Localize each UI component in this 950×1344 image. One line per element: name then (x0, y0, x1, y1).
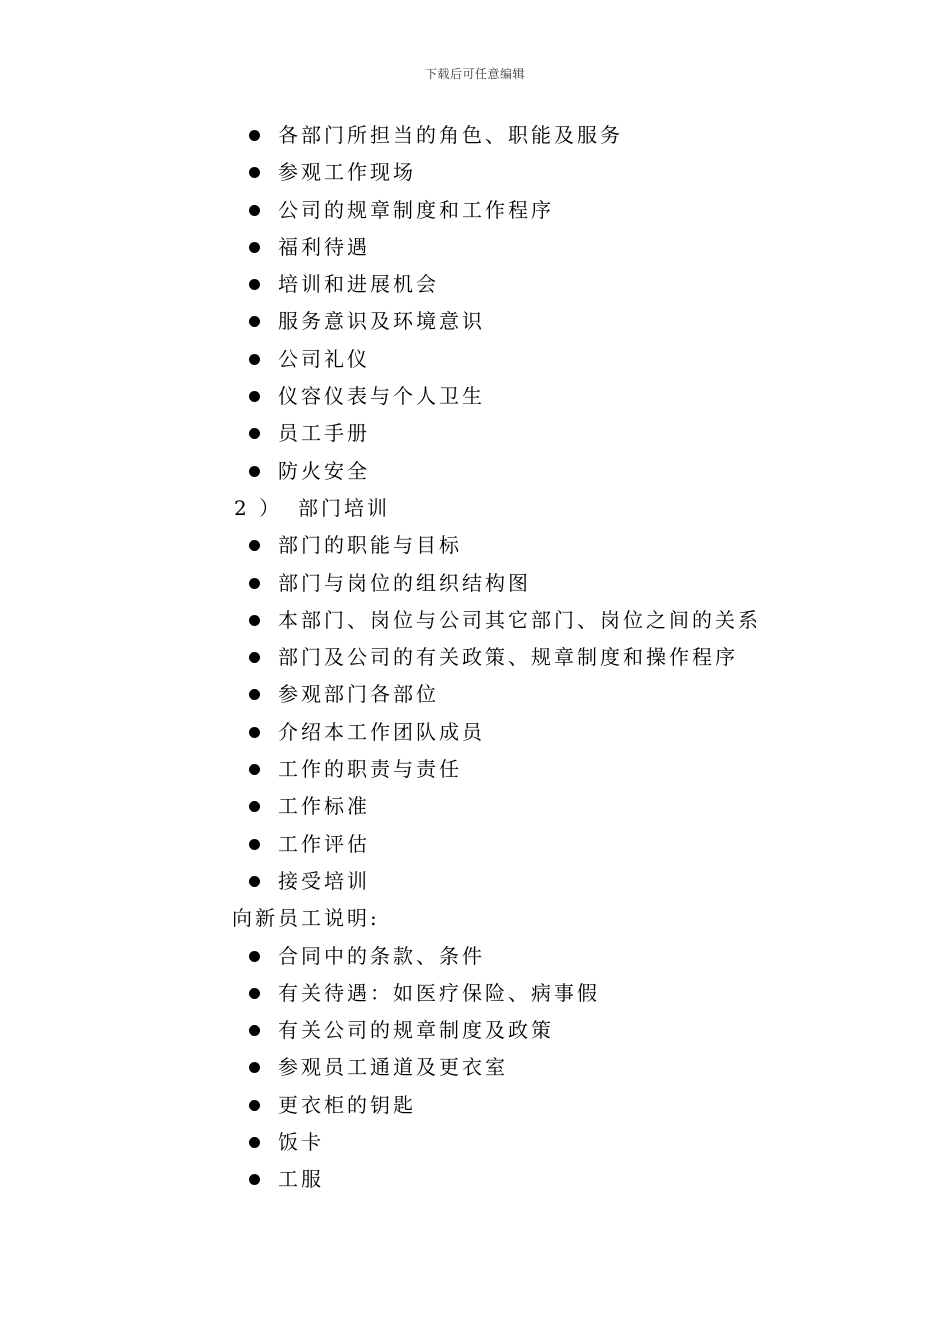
list-item (232, 863, 872, 900)
list-item-text: 员工手册 (278, 421, 370, 446)
bullet-icon (249, 988, 260, 999)
bullet-icon (249, 764, 260, 775)
bullet-icon (249, 615, 260, 626)
list-item (232, 676, 872, 713)
bullet-icon (249, 354, 260, 365)
new-employee-notes-list (232, 938, 872, 1199)
list-item-text: 介绍本工作团队成员 (278, 719, 485, 744)
bullet-icon (249, 316, 260, 327)
section-number: 2 ） (234, 495, 283, 520)
list-item-text: 工服 (278, 1167, 324, 1192)
list-item-text: 仪容仪表与个人卫生 (278, 384, 485, 409)
list-item (232, 639, 872, 676)
bullet-icon (249, 1025, 260, 1036)
list-item (232, 1161, 872, 1198)
list-item-text: 工作评估 (278, 831, 370, 856)
list-item-text: 公司礼仪 (278, 346, 370, 371)
bullet-icon (249, 466, 260, 477)
list-item-text: 公司的规章制度和工作程序 (278, 197, 554, 222)
list-item (232, 788, 872, 825)
bullet-icon (249, 1100, 260, 1111)
bullet-icon (249, 951, 260, 962)
intro-line: 向新员工说明: (232, 906, 380, 931)
list-item (232, 341, 872, 378)
list-item (232, 527, 872, 564)
list-item (232, 1049, 872, 1086)
list-item (232, 415, 872, 452)
list-item-text: 部门与岗位的组织结构图 (278, 570, 531, 595)
bullet-icon (249, 428, 260, 439)
list-item-text: 工作标准 (278, 794, 370, 819)
list-item-text: 饭卡 (278, 1130, 324, 1155)
list-item (232, 117, 872, 154)
list-item (232, 229, 872, 266)
list-item (232, 303, 872, 340)
bullet-icon (249, 727, 260, 738)
bullet-icon (249, 279, 260, 290)
list-item-text: 福利待遇 (278, 234, 370, 259)
list-item (232, 266, 872, 303)
list-item (232, 751, 872, 788)
list-item (232, 826, 872, 863)
page-header: 下载后可任意编辑 (424, 67, 525, 81)
bullet-icon (249, 652, 260, 663)
section-heading (232, 490, 872, 527)
list-item (232, 154, 872, 191)
bullet-icon (249, 167, 260, 178)
list-item (232, 565, 872, 602)
department-training-list (232, 527, 872, 900)
list-item (232, 975, 872, 1012)
list-item-text: 参观员工通道及更衣室 (278, 1055, 508, 1080)
list-item-text: 培训和进展机会 (278, 272, 439, 297)
bullet-icon (249, 205, 260, 216)
bullet-icon (249, 876, 260, 887)
bullet-icon (249, 578, 260, 589)
list-item (232, 453, 872, 490)
list-item (232, 378, 872, 415)
list-item-text: 有关公司的规章制度及政策 (278, 1018, 554, 1043)
document-body (232, 117, 872, 1199)
list-item (232, 602, 872, 639)
bullet-icon (249, 689, 260, 700)
section-title: 部门培训 (298, 495, 390, 520)
list-item (232, 1012, 872, 1049)
bullet-icon (249, 1062, 260, 1073)
list-item (232, 938, 872, 975)
bullet-icon (249, 801, 260, 812)
list-item (232, 1124, 872, 1161)
bullet-icon (249, 1137, 260, 1148)
list-item (232, 714, 872, 751)
bullet-icon (249, 540, 260, 551)
bullet-icon (249, 242, 260, 253)
list-item-text: 各部门所担当的角色、职能及服务 (278, 123, 623, 147)
bullet-icon (249, 839, 260, 850)
list-item-text: 服务意识及环境意识 (278, 309, 485, 334)
list-item-text: 参观部门各部位 (278, 682, 439, 707)
list-item-text: 参观工作现场 (278, 160, 416, 185)
list-item-text: 接受培训 (278, 868, 370, 893)
list-item-text: 本部门、岗位与公司其它部门、岗位之间的关系 (278, 607, 761, 632)
list-item-text: 有关待遇：如医疗保险、病事假 (278, 980, 600, 1005)
bullet-icon (249, 130, 260, 141)
bullet-icon (249, 1174, 260, 1185)
list-item-text: 防火安全 (278, 458, 370, 483)
list-item (232, 1087, 872, 1124)
list-item-text: 部门及公司的有关政策、规章制度和操作程序 (278, 645, 738, 670)
list-item-text: 合同中的条款、条件 (278, 943, 485, 968)
list-item-text: 更衣柜的钥匙 (278, 1092, 416, 1117)
list-item (232, 192, 872, 229)
company-training-list (232, 117, 872, 490)
bullet-icon (249, 391, 260, 402)
list-item-text: 工作的职责与责任 (278, 757, 462, 782)
list-item-text: 部门的职能与目标 (278, 533, 462, 558)
